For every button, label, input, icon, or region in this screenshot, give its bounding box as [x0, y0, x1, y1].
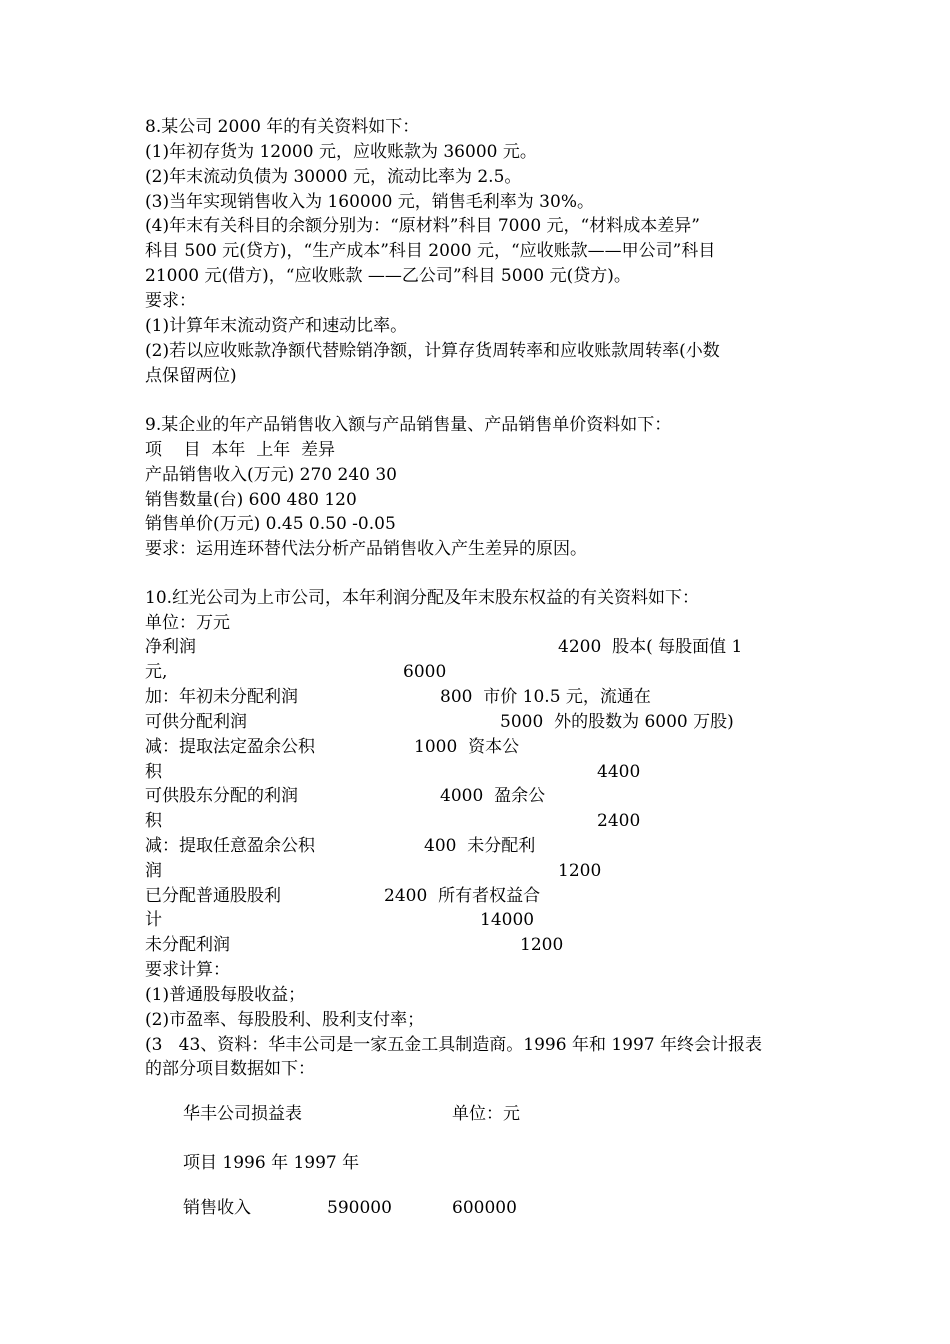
q43-row-sales-label: 销售收入	[183, 1198, 251, 1218]
q43-table-title: 华丰公司损益表	[183, 1104, 302, 1124]
q10-requirement-label: 要求计算：	[145, 960, 230, 980]
q10-unit: 单位：万元	[145, 613, 230, 633]
q43-table-unit: 单位：元	[452, 1104, 520, 1124]
q8-line-4a: (4)年末有关科目的余额分别为：“原材料”科目 7000 元，“材料成本差异”	[145, 216, 700, 236]
q10-distributable-value: 5000 外的股数为 6000 万股)	[500, 712, 734, 732]
q10-undistributed-value: 1200	[558, 861, 602, 881]
q10-capital-reserve-cont: 积	[145, 762, 162, 782]
q8-requirement-1: (1)计算年末流动资产和速动比率。	[145, 316, 408, 336]
q10-total-equity-cont: 计	[145, 910, 162, 930]
q10-dividends-value: 2400 所有者权益合	[384, 886, 541, 906]
q10-surplus-reserve-value: 2400	[597, 811, 641, 831]
q43-table-header: 项目 1996 年 1997 年	[183, 1153, 360, 1173]
q10-net-profit-label: 净利润	[145, 637, 196, 657]
q8-line-2: (2)年末流动负债为 30000 元，流动比率为 2.5。	[145, 167, 522, 187]
q10-total-equity-value: 14000	[480, 910, 535, 930]
q10-ending-retained-label: 未分配利润	[145, 935, 230, 955]
q10-requirement-3a: (3 43、资料：华丰公司是一家五金工具制造商。1996 年和 1997 年终会计报表	[145, 1035, 763, 1055]
q10-surplus-reserve-cont: 积	[145, 811, 162, 831]
q10-statutory-reserve-value: 1000 资本公	[414, 737, 520, 757]
q8-line-3: (3)当年实现销售收入为 160000 元，销售毛利率为 30%。	[145, 192, 594, 212]
q8-requirement-label: 要求：	[145, 291, 196, 311]
q10-distributable-label: 可供分配利润	[145, 712, 247, 732]
q9-requirement: 要求：运用连环替代法分析产品销售收入产生差异的原因。	[145, 539, 587, 559]
q8-line-4c: 21000 元(借方)，“应收账款 ——乙公司”科目 5000 元(贷方)。	[145, 266, 631, 286]
q9-table-header: 项 目 本年 上年 差异	[145, 440, 336, 460]
q10-share-capital-value: 6000	[403, 662, 447, 682]
q9-row-quantity: 销售数量(台) 600 480 120	[145, 490, 357, 510]
q10-requirement-3b: 的部分项目数据如下：	[145, 1059, 315, 1079]
q9-row-price: 销售单价(万元) 0.45 0.50 -0.05	[145, 514, 396, 534]
q10-opening-retained-value: 800 市价 10.5 元，流通在	[440, 687, 651, 707]
q10-title: 10.红光公司为上市公司，本年利润分配及年末股东权益的有关资料如下：	[145, 588, 700, 608]
q10-share-capital-cont: 元,	[145, 662, 168, 682]
q10-undistributed-cont: 润	[145, 861, 162, 881]
q8-line-1: (1)年初存货为 12000 元，应收账款为 36000 元。	[145, 142, 537, 162]
q9-title: 9.某企业的年产品销售收入额与产品销售量、产品销售单价资料如下：	[145, 415, 672, 435]
q8-requirement-2b: 点保留两位)	[145, 366, 237, 386]
q10-ending-retained-value: 1200	[520, 935, 564, 955]
q10-shareholder-distributable-label: 可供股东分配的利润	[145, 786, 298, 806]
q10-discretionary-reserve-label: 减：提取任意盈余公积	[145, 836, 315, 856]
q8-requirement-2a: (2)若以应收账款净额代替赊销净额，计算存货周转率和应收账款周转率(小数	[145, 341, 720, 361]
q10-capital-reserve-value: 4400	[597, 762, 641, 782]
q8-line-4b: 科目 500 元(贷方)，“生产成本”科目 2000 元，“应收账款——甲公司”科目	[145, 241, 716, 261]
q10-statutory-reserve-label: 减：提取法定盈余公积	[145, 737, 315, 757]
q43-row-sales-1996: 590000	[327, 1198, 392, 1218]
q9-row-revenue: 产品销售收入(万元) 270 240 30	[145, 465, 398, 485]
q10-net-profit-value: 4200 股本( 每股面值 1	[558, 637, 743, 657]
q10-dividends-label: 已分配普通股股利	[145, 886, 281, 906]
q10-discretionary-reserve-value: 400 未分配利	[424, 836, 536, 856]
q10-shareholder-distributable-value: 4000 盈余公	[440, 786, 546, 806]
q43-row-sales-1997: 600000	[452, 1198, 517, 1218]
q10-opening-retained-label: 加：年初未分配利润	[145, 687, 298, 707]
q10-requirement-1: (1)普通股每股收益；	[145, 985, 306, 1005]
q10-requirement-2: (2)市盈率、每股股利、股利支付率；	[145, 1010, 425, 1030]
q8-title: 8.某公司 2000 年的有关资料如下：	[145, 117, 420, 137]
